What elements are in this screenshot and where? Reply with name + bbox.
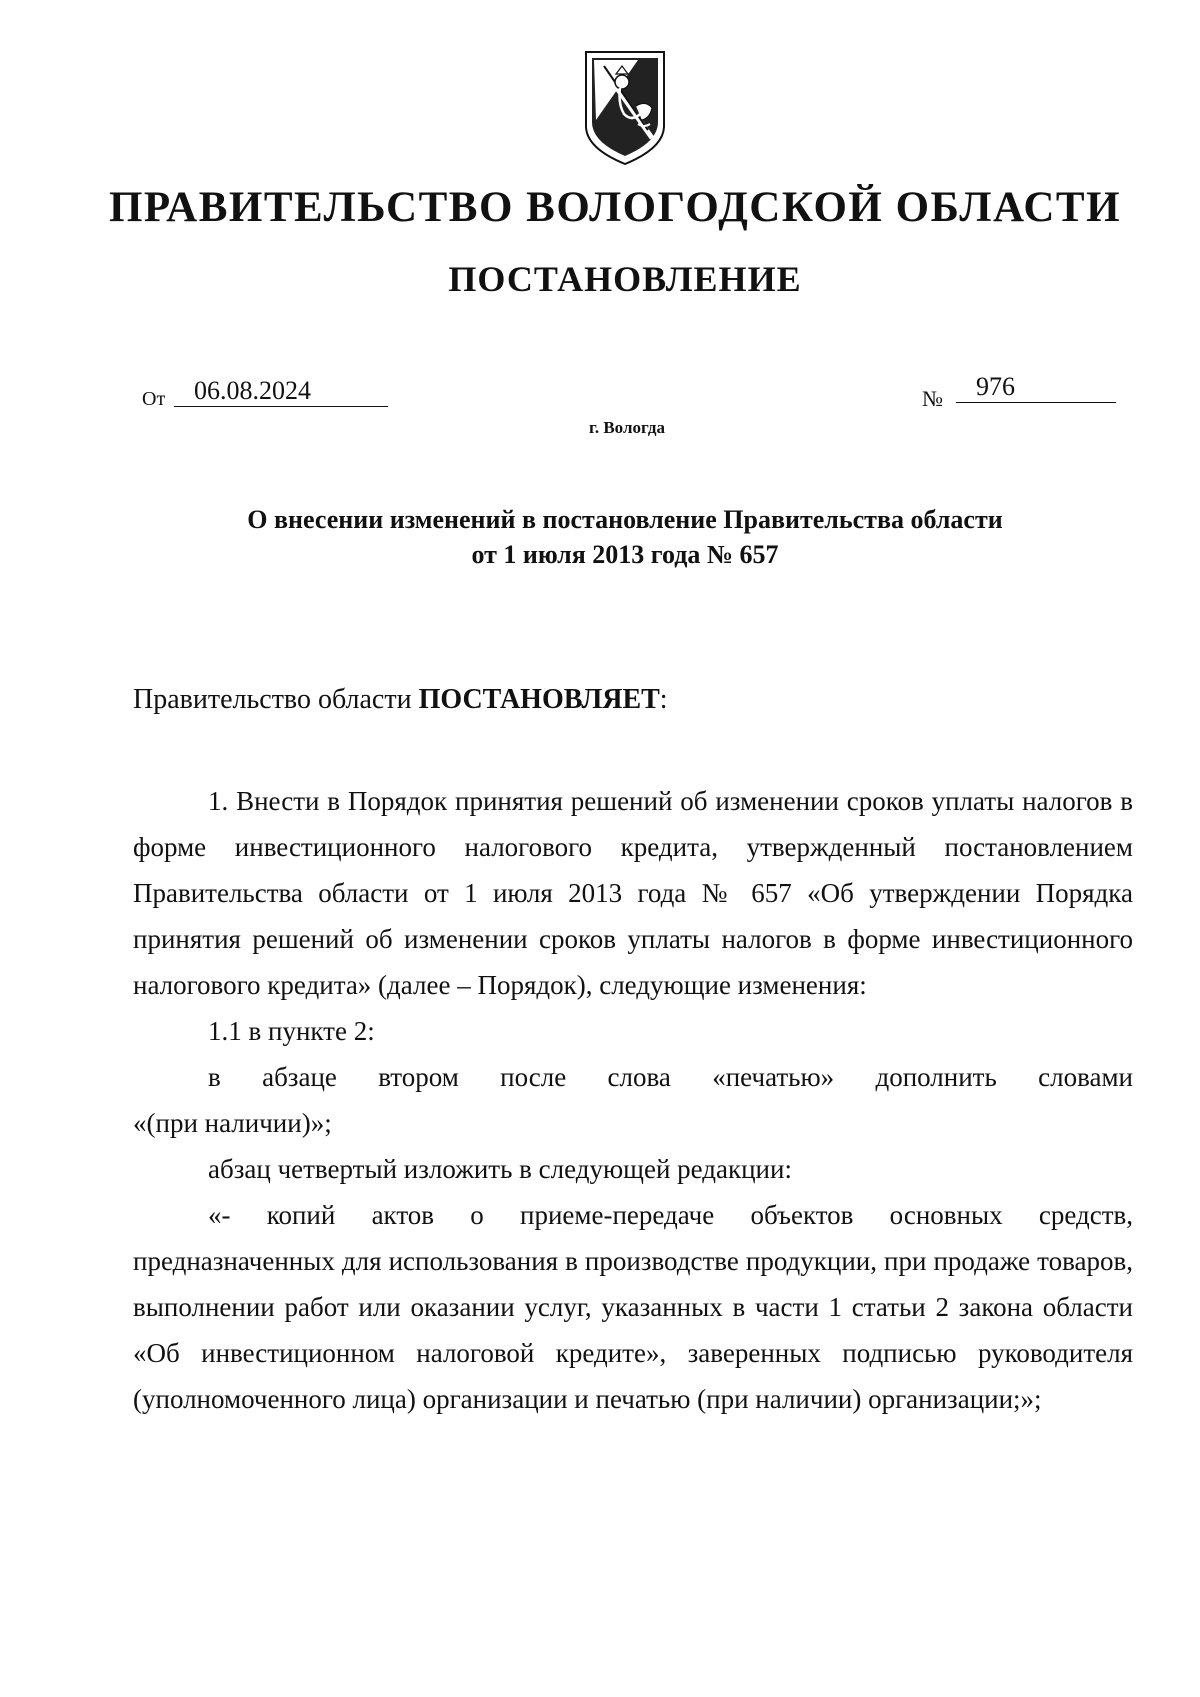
paragraph-abzac-2: в абзаце втором после слова «печатью» дополнить словами — [208, 1062, 1133, 1092]
city: г. Вологда — [589, 418, 665, 437]
paragraph-abzac-4: абзац четвертый изложить в следующей редакции: — [208, 1154, 792, 1184]
preamble-prefix: Правительство области — [133, 684, 419, 715]
number-value: 976 — [956, 372, 1116, 403]
document-subject — [0, 502, 1200, 572]
subject-line-1: О внесении изменений в постановление Правительства области — [247, 505, 1003, 534]
paragraph-abzac-2-cont: «(при наличии)»; — [133, 1108, 332, 1138]
date-value: 06.08.2024 — [174, 376, 388, 407]
number-label: № — [922, 386, 943, 411]
date-label: От — [142, 388, 166, 410]
paragraph-1-1: 1.1 в пункте 2: — [208, 1016, 375, 1046]
government-title: ПРАВИТЕЛЬСТВО ВОЛОГОДСКОЙ ОБЛАСТИ — [108, 184, 1122, 231]
preamble-keyword: ПОСТАНОВЛЯЕТ — [418, 684, 660, 715]
document-type: ПОСТАНОВЛЕНИЕ — [448, 259, 802, 299]
date-field — [142, 376, 311, 411]
paragraph-1: 1. Внести в Порядок принятия решений об изменении сроков уплаты налогов в форме инвестиционного налогового кредита, утвержденный постановлением Правительства области от 1 июля 2013 года № 657 «Об утверждении Порядка принятия решений об изменении сроков уплаты налогов в форме инвестиционного налогового кредита» (далее – Порядок), следующие изменения: — [133, 786, 1133, 1000]
document-body — [133, 778, 1133, 1422]
number-field — [922, 372, 1015, 412]
preamble — [133, 684, 668, 716]
preamble-suffix: : — [659, 684, 668, 715]
paragraph-quote: «- копий актов о приеме-передаче объектов основных средств, предназначенных для использования в производстве продукции, при продаже товаров, выполнении работ или оказании услуг, указанных в части 1 статьи 2 закона области «Об инвестиционном налоговой кредите», заверенных подписью руководителя (уполномоченного лица) организации и печатью (при наличии) организации;»; — [133, 1200, 1133, 1414]
subject-line-2: от 1 июля 2013 года № 657 — [471, 540, 779, 569]
vologda-coat-of-arms-icon — [580, 48, 670, 168]
